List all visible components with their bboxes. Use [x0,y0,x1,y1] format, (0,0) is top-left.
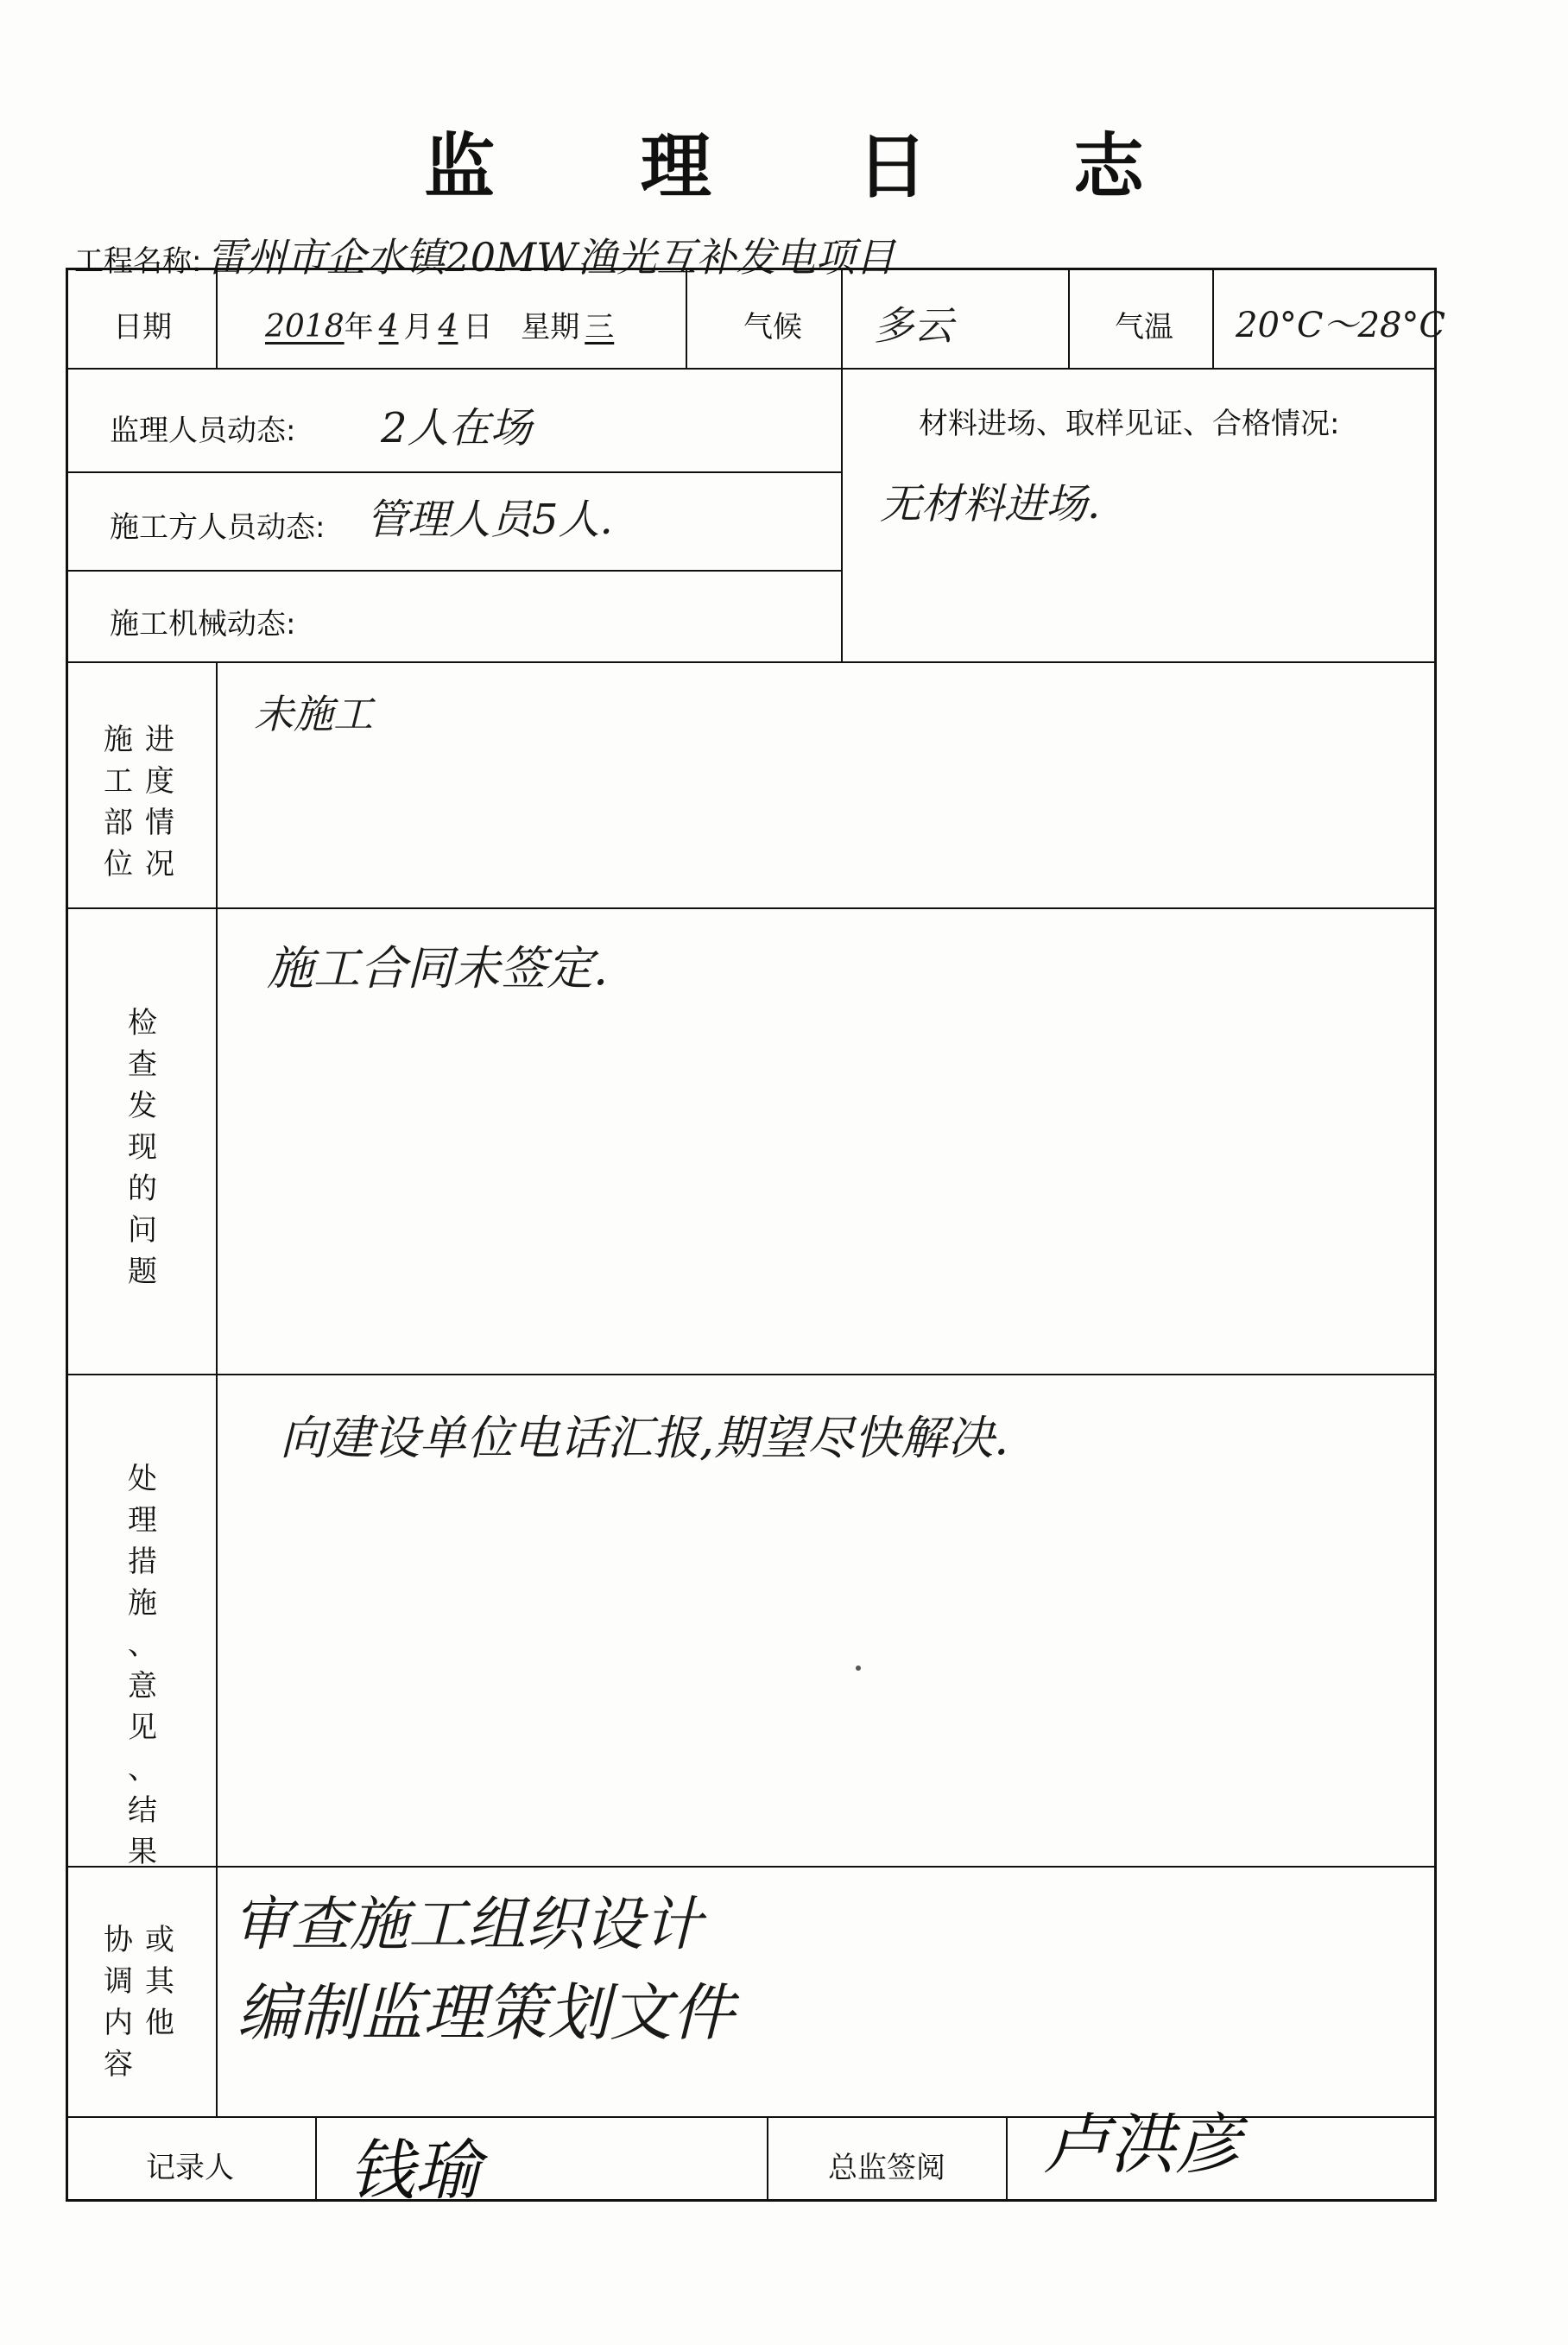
contractor-staff-value: 管理人员5人. [366,496,613,544]
month-label: 月 [403,310,433,344]
col-divider [841,270,843,661]
temperature-value: 20°C～28°C [1236,306,1446,345]
coordination-line-1: 审查施工组织设计 [232,1891,703,1959]
year-value: 2018 [265,309,345,344]
measures-label: 处 理 措 施 、 意 见 、 结 果 [128,1462,157,1869]
materials-label: 材料进场、取样见证、合格情况: [919,407,1340,441]
weekday-label: 星期 [521,310,580,344]
chief-supervisor-label: 总监签阅 [828,2151,945,2185]
climate-label: 气候 [743,310,802,344]
coordination-label: 协 调 内 容 [104,1923,133,2082]
col-divider [1068,270,1070,368]
recorder-signature: 钱瑜 [349,2132,480,2209]
contractor-staff-label: 施工方人员动态: [110,510,326,545]
row-divider [68,1374,1434,1375]
day-label: 日 [463,310,493,344]
recorder-label: 记录人 [146,2151,234,2185]
construction-part-label: 施 工 部 位 [104,723,133,882]
progress-value: 未施工 [254,691,373,737]
supervision-staff-label: 监理人员动态: [110,414,296,448]
row-divider [68,570,841,572]
col-divider [686,270,687,368]
weekday-value: 三 [585,310,615,344]
supervision-staff-value: 2人在场 [381,404,532,452]
col-divider [1212,270,1214,368]
row-divider [68,907,1434,909]
coordination-other-label: 或 其 他 [145,1923,174,2040]
year-label: 年 [344,310,374,344]
col-divider [216,661,218,2116]
col-divider [767,2116,768,2199]
temperature-label: 气温 [1115,310,1173,344]
project-label: 工程名称: [74,244,202,279]
progress-status-label: 进 度 情 况 [145,723,174,882]
month-value: 4 [378,309,399,344]
issues-value: 施工合同未签定. [267,941,609,996]
row-divider [68,471,841,473]
col-divider [315,2116,317,2199]
row-divider [68,368,1434,370]
project-value: 雷州市企水镇20MW渔光互补发电项目 [206,234,895,281]
day-value: 4 [438,309,458,344]
date-label: 日期 [113,310,172,344]
materials-value: 无材料进场. [880,480,1101,528]
issues-label: 检 查 发 现 的 问 题 [128,1006,157,1289]
coordination-line-2: 编制监理策划文件 [237,1976,735,2049]
page-title: 监 理 日 志 [424,126,1204,208]
measures-value: 向建设单位电话汇报,期望尽快解决. [280,1411,1009,1465]
climate-value: 多云 [874,302,953,349]
log-table [66,268,1446,2209]
col-divider [1006,2116,1008,2199]
machinery-label: 施工机械动态: [110,607,296,642]
col-divider [216,270,218,368]
row-divider [68,661,1434,663]
row-divider [68,1866,1434,1868]
ink-speck [856,1666,861,1671]
chief-supervisor-signature: 卢洪彦 [1044,2106,1241,2183]
date-value [265,303,619,345]
